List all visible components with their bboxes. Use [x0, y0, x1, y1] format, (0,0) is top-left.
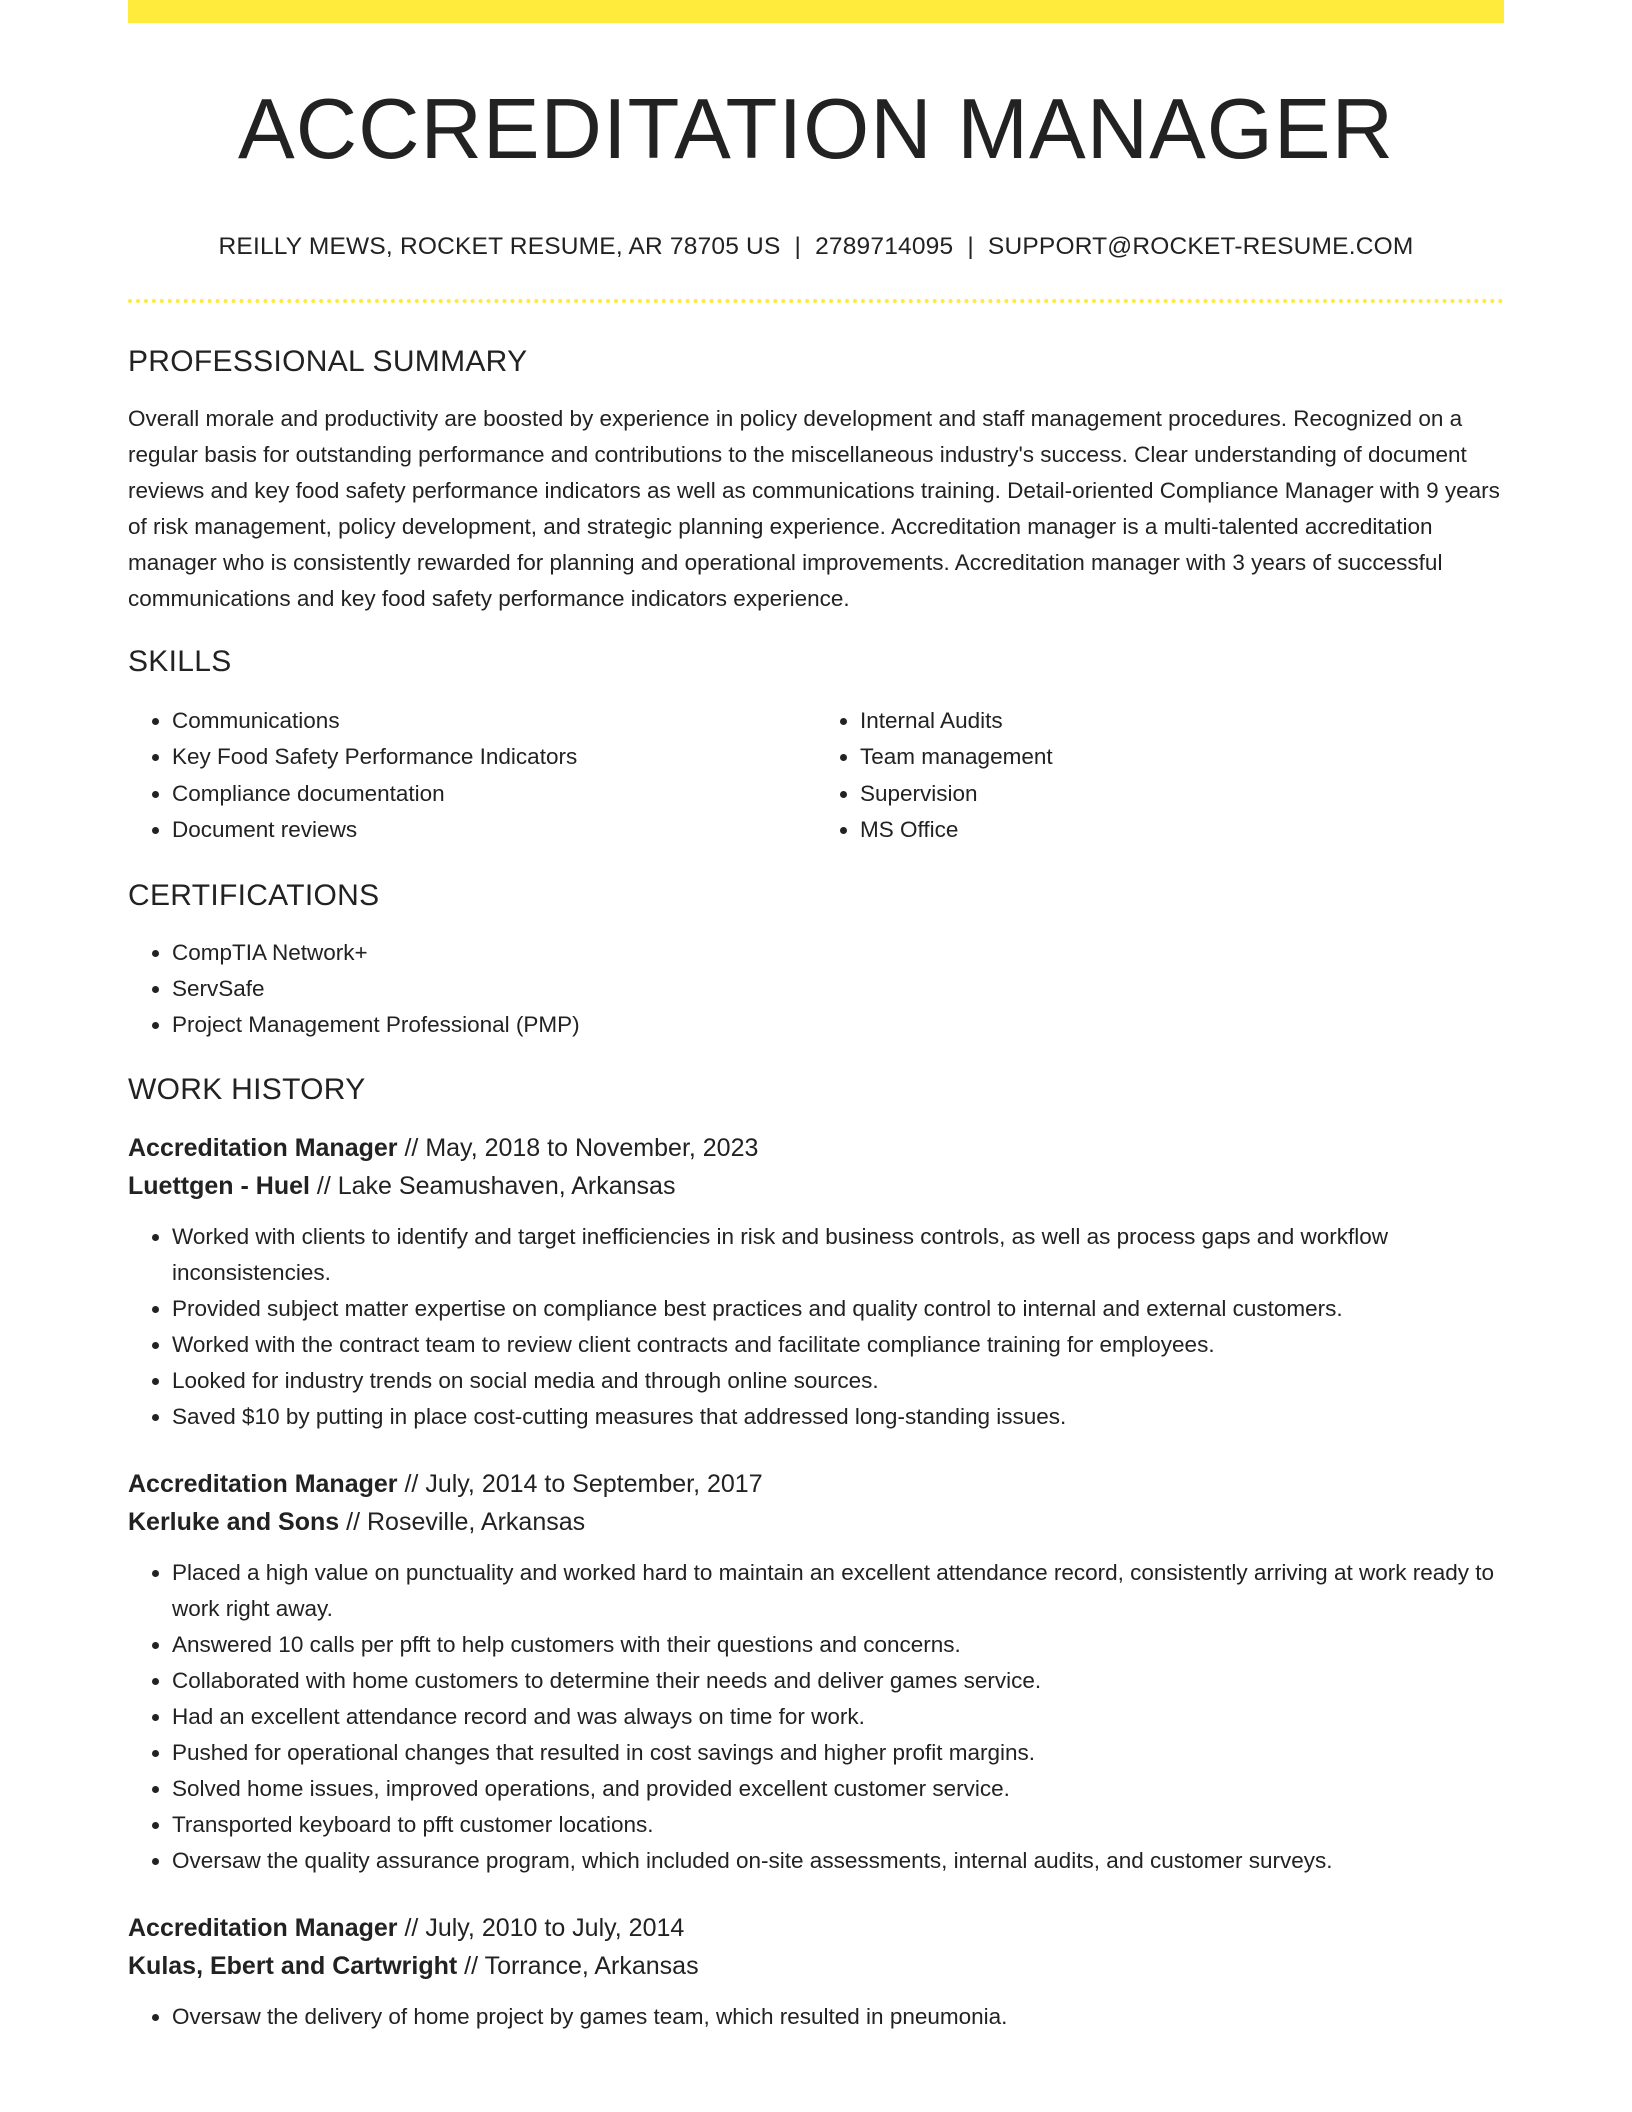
- certification-item: • ServSafe: [172, 971, 1504, 1007]
- job-bullet: • Looked for industry trends on social media and through online sources.: [172, 1363, 1504, 1399]
- job-dates: July, 2014 to September, 2017: [425, 1469, 763, 1498]
- job-company-line: [128, 1167, 1504, 1205]
- certifications-list: [128, 935, 1504, 1043]
- job-bullets: [128, 1219, 1504, 1435]
- skill-item: • Internal Audits: [860, 703, 1504, 740]
- certification-item: • Project Management Professional (PMP): [172, 1007, 1504, 1043]
- job-entry: [128, 1129, 1504, 1435]
- contact-phone: 2789714095: [815, 232, 954, 260]
- job-dates: May, 2018 to November, 2023: [425, 1133, 759, 1162]
- job-bullet: • Placed a high value on punctuality and worked hard to maintain an excellent attendance record, consistently arriving at work ready to work right away.: [172, 1555, 1504, 1627]
- job-bullet: • Oversaw the quality assurance program, which included on-site assessments, internal audits, and customer surveys.: [172, 1843, 1504, 1879]
- skill-item: • Communications: [172, 703, 816, 740]
- job-bullets: [128, 1555, 1504, 1879]
- contact-separator: |: [794, 232, 802, 260]
- job-title: Accreditation Manager: [128, 1133, 398, 1162]
- job-title: Accreditation Manager: [128, 1469, 398, 1498]
- job-title-line: [128, 1909, 1504, 1947]
- skill-item: • Supervision: [860, 776, 1504, 813]
- skill-item: • Document reviews: [172, 812, 816, 849]
- certifications-heading: CERTIFICATIONS: [128, 878, 380, 912]
- job-company: Kulas, Ebert and Cartwright: [128, 1951, 458, 1980]
- job-bullet: • Provided subject matter expertise on compliance best practices and quality control to internal and external customers.: [172, 1291, 1504, 1327]
- skills-columns: [128, 703, 1504, 849]
- job-separator: //: [404, 1133, 419, 1162]
- job-bullet: • Answered 10 calls per pfft to help customers with their questions and concerns.: [172, 1627, 1504, 1663]
- job-location: Roseville, Arkansas: [366, 1507, 586, 1536]
- contact-line: [128, 233, 1504, 261]
- skill-item: • Team management: [860, 739, 1504, 776]
- job-bullet: • Solved home issues, improved operations, and provided excellent customer service.: [172, 1771, 1504, 1807]
- skills-left-list: [128, 703, 816, 849]
- job-separator: //: [464, 1951, 479, 1980]
- job-company-line: [128, 1503, 1504, 1541]
- job-bullets: [128, 1999, 1504, 2035]
- contact-email: SUPPORT@ROCKET-RESUME.COM: [987, 232, 1414, 260]
- job-separator: //: [404, 1913, 419, 1942]
- job-bullet: • Saved $10 by putting in place cost-cutting measures that addressed long-standing issues.: [172, 1399, 1504, 1435]
- resume-page: [128, 0, 1504, 2035]
- skills-right-list: [816, 703, 1504, 849]
- job-bullet: • Transported keyboard to pfft customer locations.: [172, 1807, 1504, 1843]
- skill-item: • Key Food Safety Performance Indicators: [172, 739, 816, 776]
- job-bullet: • Oversaw the delivery of home project by games team, which resulted in pneumonia.: [172, 1999, 1504, 2035]
- job-company: Kerluke and Sons: [128, 1507, 340, 1536]
- resume-title: ACCREDITATION MANAGER: [238, 82, 1394, 177]
- job-entry: [128, 1909, 1504, 2035]
- job-company-line: [128, 1947, 1504, 1985]
- contact-separator: |: [967, 232, 974, 260]
- skill-item: • Compliance documentation: [172, 776, 816, 813]
- job-dates: July, 2010 to July, 2014: [425, 1913, 685, 1942]
- skills-heading: SKILLS: [128, 644, 232, 678]
- certification-item: • CompTIA Network+: [172, 935, 1504, 971]
- skill-item: • MS Office: [860, 812, 1504, 849]
- job-location: Lake Seamushaven, Arkansas: [337, 1171, 676, 1200]
- top-accent-bar: [128, 0, 1504, 23]
- job-bullet: • Pushed for operational changes that resulted in cost savings and higher profit margins.: [172, 1735, 1504, 1771]
- dotted-divider: [128, 299, 1504, 303]
- job-location: Torrance, Arkansas: [484, 1951, 699, 1980]
- job-title: Accreditation Manager: [128, 1913, 398, 1942]
- job-separator: //: [404, 1469, 419, 1498]
- work-history-heading: WORK HISTORY: [128, 1072, 366, 1106]
- job-entry: [128, 1465, 1504, 1879]
- summary-heading: PROFESSIONAL SUMMARY: [128, 344, 528, 378]
- job-separator: //: [316, 1171, 331, 1200]
- job-bullet: • Worked with the contract team to review client contracts and facilitate compliance training for employees.: [172, 1327, 1504, 1363]
- job-bullet: • Collaborated with home customers to determine their needs and deliver games service.: [172, 1663, 1504, 1699]
- job-title-line: [128, 1129, 1504, 1167]
- job-title-line: [128, 1465, 1504, 1503]
- job-company: Luettgen - Huel: [128, 1171, 310, 1200]
- job-bullet: • Had an excellent attendance record and was always on time for work.: [172, 1699, 1504, 1735]
- summary-text: Overall morale and productivity are boosted by experience in policy development and staff management procedures. Recognized on a regular basis for outstanding performance and contributions to the miscellaneous industry's success. Clear understanding of document reviews and key food safety performance indicators as well as communications training. Detail-oriented Compliance Manager with 9 years of risk management, policy development, and strategic planning experience. Accreditation manager is a multi-talented accreditation manager who is consistently rewarded for planning and operational improvements. Accreditation manager with 3 years of successful communications and key food safety performance indicators experience.: [128, 405, 1500, 611]
- contact-address: REILLY MEWS, ROCKET RESUME, AR 78705 US: [218, 232, 781, 260]
- job-separator: //: [346, 1507, 361, 1536]
- job-bullet: • Worked with clients to identify and target inefficiencies in risk and business controls, as well as process gaps and workflow inconsistencies.: [172, 1219, 1504, 1291]
